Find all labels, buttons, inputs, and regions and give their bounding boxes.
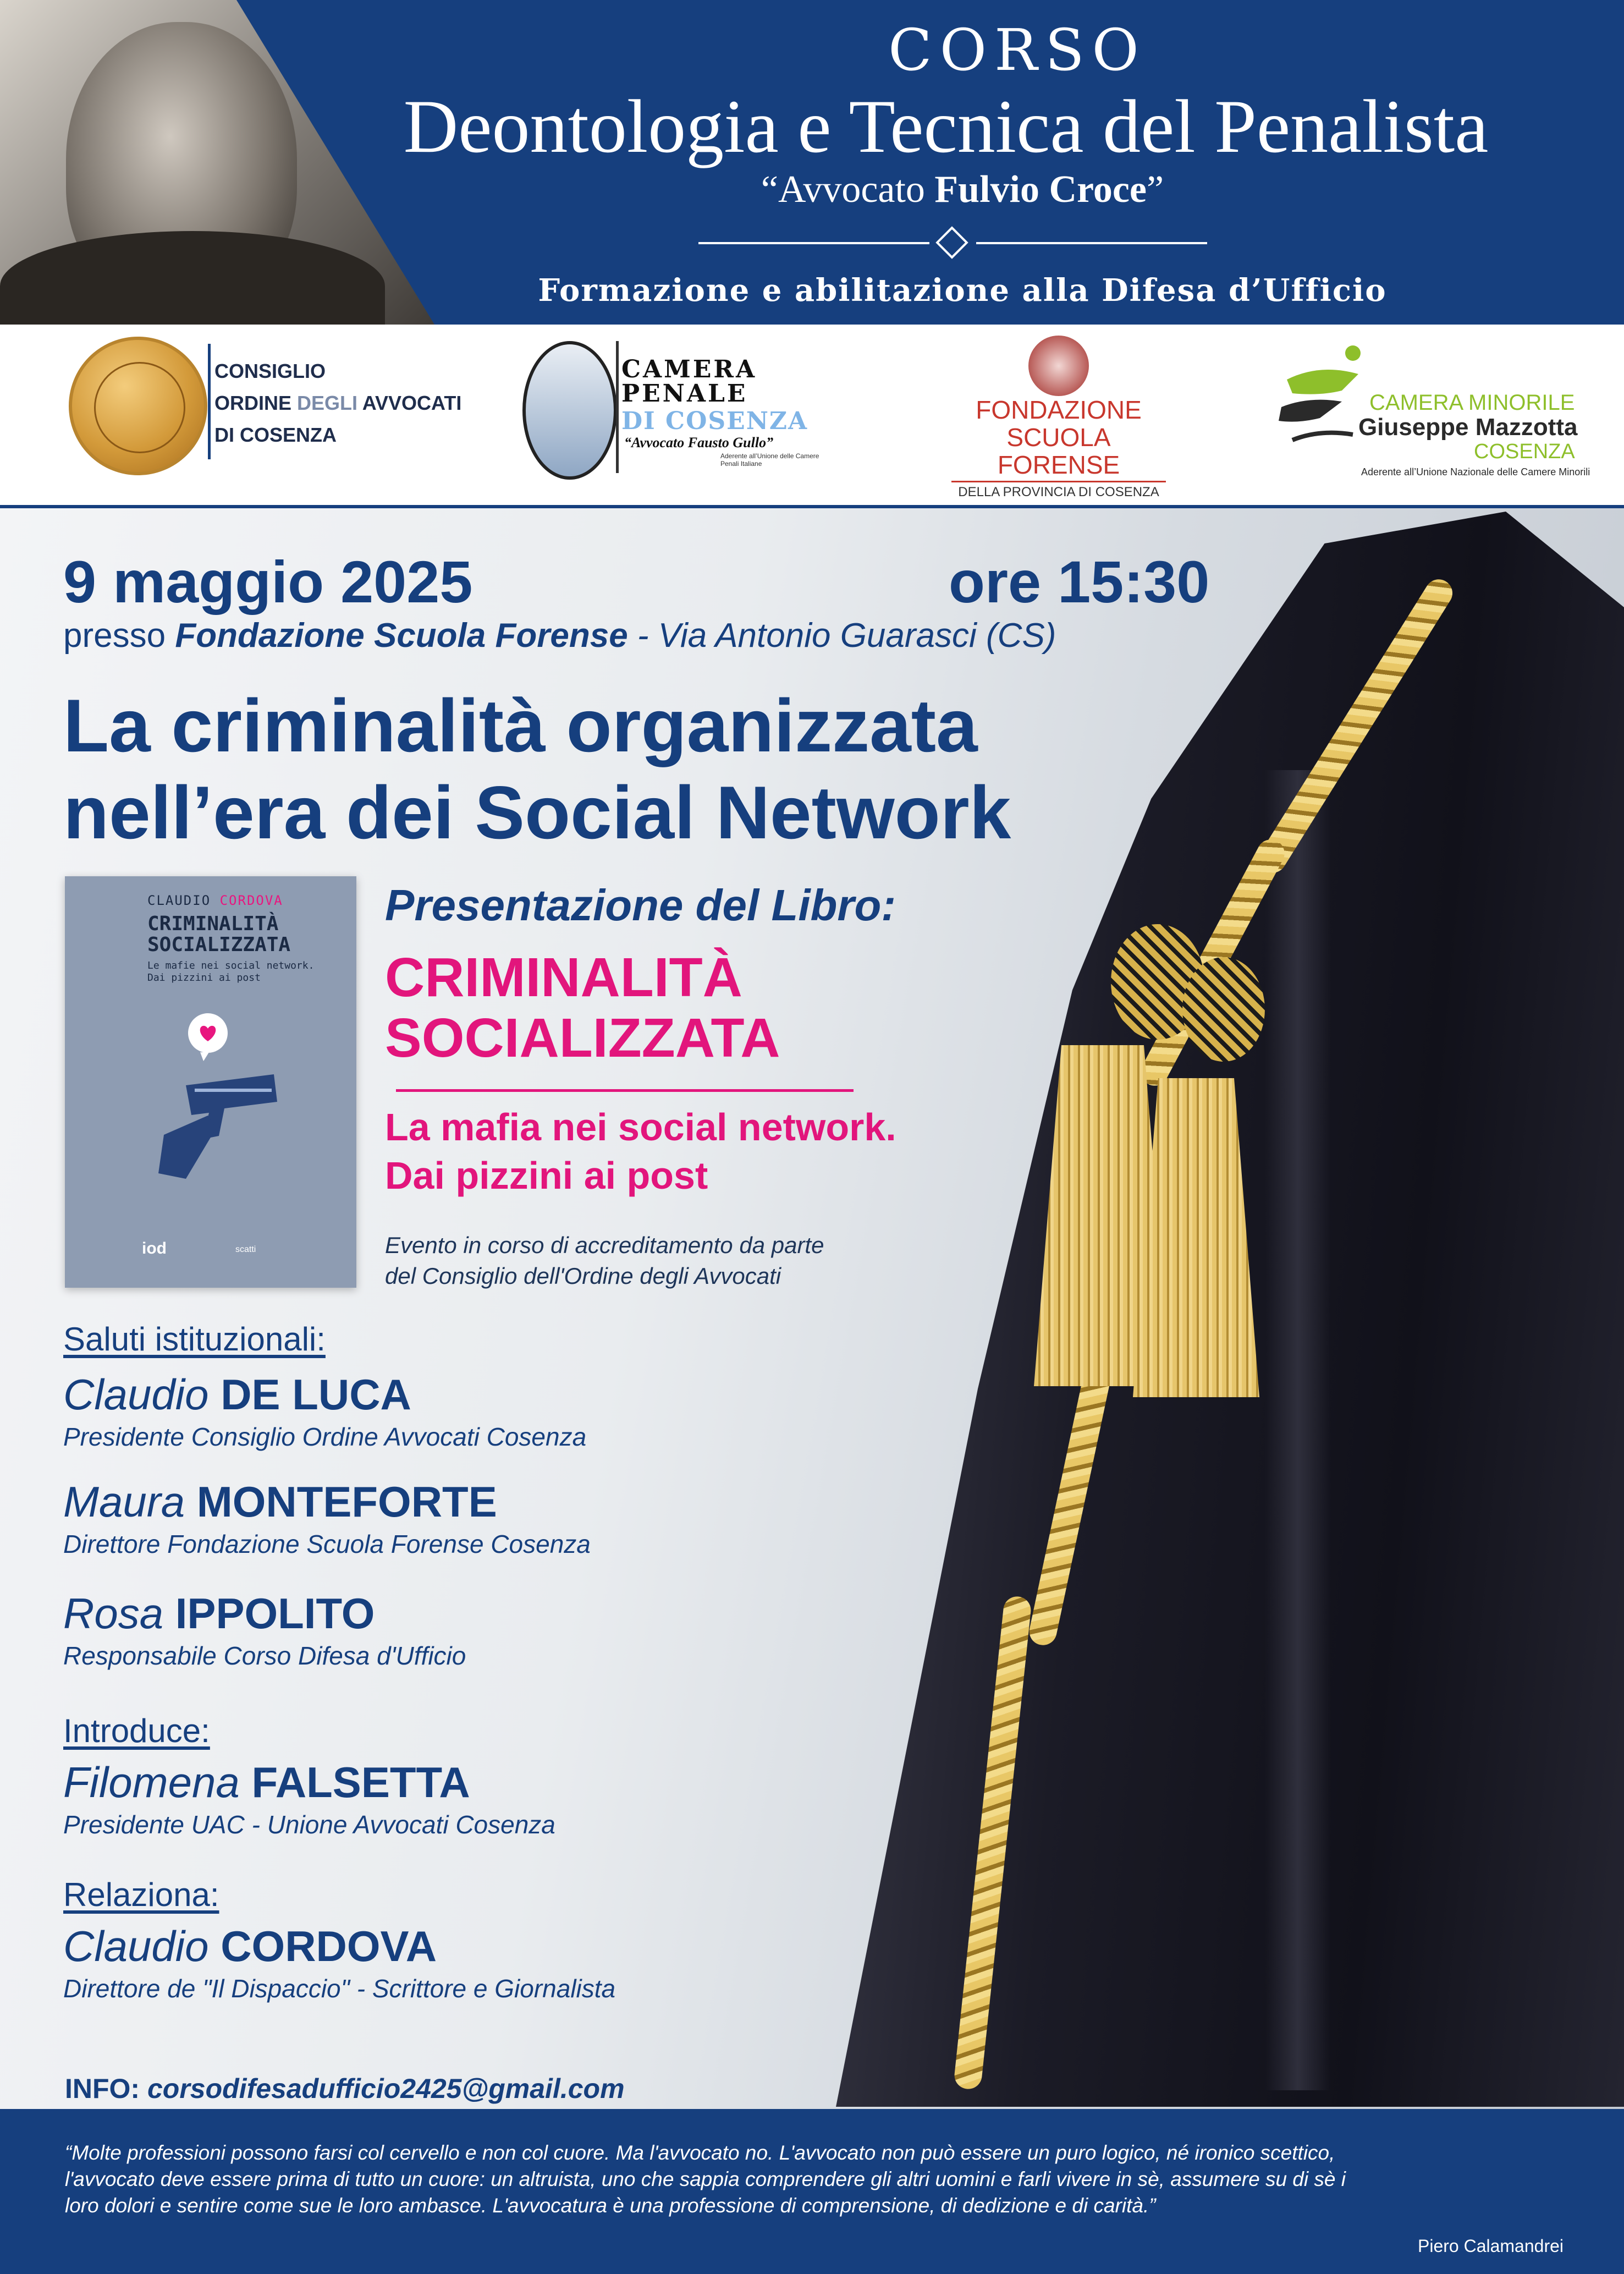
- course-title: Deontologia e Tecnica del Penalista: [403, 84, 1489, 168]
- camera-minorile-line2: Giuseppe Mazzotta: [1358, 414, 1578, 441]
- speaker-role: Direttore Fondazione Scuola Forense Cosenza: [63, 1530, 591, 1558]
- intro-name: Filomena FALSETTA: [63, 1758, 470, 1806]
- book-cover: [65, 876, 356, 1288]
- speaker-role: Responsabile Corso Difesa d'Ufficio: [63, 1641, 466, 1670]
- book-cover-series: scatti: [235, 1245, 256, 1254]
- camera-penale-line1: CAMERA PENALE: [621, 355, 757, 408]
- coa-line2: ORDINE DEGLI AVVOCATI: [214, 392, 462, 414]
- event-time: ore 15:30: [949, 548, 1210, 615]
- coa-line3: DI COSENZA: [214, 424, 337, 446]
- quote-author: Piero Calamandrei: [1417, 2236, 1564, 2256]
- coa-line1: CONSIGLIO: [214, 360, 326, 382]
- logo-strip: [0, 325, 1624, 506]
- robe-fold: [1265, 770, 1331, 2090]
- book-cover-author: CLAUDIO CORDOVA: [147, 893, 283, 908]
- book-cover-subtitle: Le mafie nei social network. Dai pizzini ai post: [147, 960, 315, 984]
- camera-penale-divider: [616, 341, 619, 473]
- event-title: La criminalità organizzata nell’era dei Social Network: [63, 684, 1011, 854]
- intro-heading: Introduce:: [63, 1712, 210, 1749]
- header-rule-right: [976, 242, 1207, 244]
- presentation-label: Presentazione del Libro:: [385, 881, 896, 930]
- book-title-rule: [396, 1089, 854, 1092]
- event-venue: presso Fondazione Scuola Forense - Via Antonio Guarasci (CS): [63, 617, 1056, 655]
- header-rule-left: [698, 242, 929, 244]
- book-cover-title: CRIMINALITÀ SOCIALIZZATA: [147, 913, 291, 956]
- coa-coin-logo: [69, 337, 207, 475]
- event-date: 9 maggio 2025: [63, 548, 473, 615]
- book-subtitle: La mafia nei social network. Dai pizzini ai post: [385, 1106, 896, 1197]
- diamond-icon: [935, 226, 968, 259]
- greetings-heading: Saluti istituzionali:: [63, 1321, 326, 1358]
- gun-heart-icon: [142, 1008, 285, 1195]
- camera-minorile-note: Aderente all’Unione Nazionale delle Camere Minorili: [1361, 466, 1590, 477]
- camera-penale-seal: [522, 341, 617, 480]
- header-banner: [0, 0, 1624, 325]
- main-speaker-name: Claudio CORDOVA: [63, 1922, 437, 1970]
- camera-penale-line4: “Avvocato Fausto Gullo”: [624, 435, 774, 451]
- camera-minorile-figure: [1276, 341, 1369, 451]
- speaker-name: Maura MONTEFORTE: [63, 1477, 497, 1526]
- info-contact: INFO: corsodifesadufficio2425@gmail.com: [65, 2073, 625, 2104]
- speaker-role: Presidente Consiglio Ordine Avvocati Cosenza: [63, 1422, 587, 1451]
- camera-penale-note: Aderente all’Unione delle Camere Penali Italiane: [720, 452, 819, 468]
- fondazione-seal: [1028, 336, 1089, 396]
- speaker-name: Rosa IPPOLITO: [63, 1589, 375, 1638]
- speaker-name: Claudio DE LUCA: [63, 1370, 411, 1419]
- info-email[interactable]: corsodifesadufficio2425@gmail.com: [147, 2073, 625, 2104]
- coa-divider: [208, 344, 211, 459]
- camera-minorile-line3: COSENZA: [1474, 440, 1575, 463]
- book-title: CRIMINALITÀ SOCIALIZZATA: [385, 947, 780, 1069]
- course-training: Formazione e abilitazione alla Difesa d’Ufficio: [538, 272, 1387, 309]
- tassel-knot: [1182, 957, 1265, 1062]
- book-cover-publisher: iod: [142, 1239, 167, 1257]
- footer-quote: “Molte professioni possono farsi col cervello e non col cuore. Ma l'avvocato no. L'avvocato non può essere un puro logico, né ironico scettico, l'avvocato deve essere prima di tutto un cuore: un altruista, uno che sappia comprendere gli altri uomini e farli vivere in sè, assumere su di sè i loro dolori e sentire come sue le loro ambasce. L'avvocatura è una professione di comprensione, di dedizione e di carità.”: [65, 2141, 1346, 2217]
- accreditation-note: Evento in corso di accreditamento da parte del Consiglio dell'Ordine degli Avvocati: [385, 1232, 824, 1289]
- camera-minorile-line1: CAMERA MINORILE: [1369, 391, 1575, 415]
- camera-penale-line3: DI COSENZA: [621, 407, 808, 435]
- intro-role: Presidente UAC - Unione Avvocati Cosenza: [63, 1810, 555, 1839]
- main-speaker-role: Direttore de "Il Dispaccio" - Scrittore e Giornalista: [63, 1974, 616, 2003]
- course-dedication: “Avvocato Fulvio Croce”: [761, 168, 1164, 211]
- fondazione-logo: FONDAZIONE SCUOLA FORENSE DELLA PROVINCIA DI COSENZA: [946, 396, 1171, 500]
- course-label: CORSO: [888, 17, 1147, 84]
- speaker-heading: Relaziona:: [63, 1876, 219, 1913]
